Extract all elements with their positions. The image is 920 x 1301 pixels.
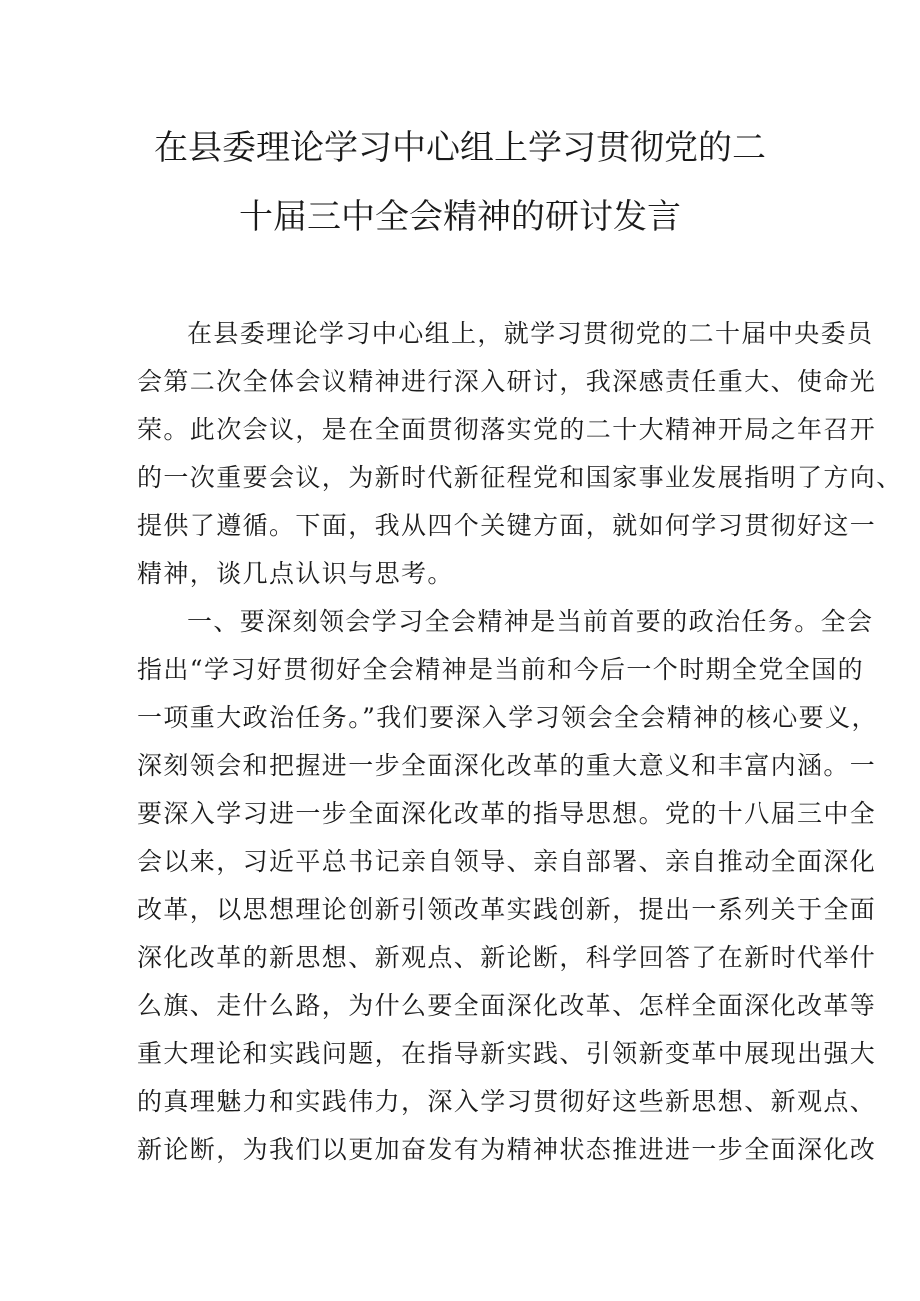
body-text-line: 的真理魅力和实践伟力，深入学习贯彻好这些新思想、新观点、	[137, 1087, 877, 1116]
body-text-line: 指出“学习好贯彻好全会精神是当前和今后一个时期全党全国的	[137, 655, 864, 684]
document-body	[137, 310, 903, 1174]
body-text-line: 精神，谈几点认识与思考。	[137, 559, 454, 588]
body-text-line: 新论断，为我们以更加奋发有为精神状态推进进一步全面深化改	[137, 1135, 877, 1164]
body-text-line: 提供了遵循。下面，我从四个关键方面，就如何学习贯彻好这一	[137, 511, 877, 540]
body-text-line: 在县委理论学习中心组上，就学习贯彻党的二十届中央委员	[187, 319, 874, 348]
body-text-line: 重大理论和实践问题，在指导新实践、引领新变革中展现出强大	[137, 1039, 877, 1068]
body-text-line: 会第二次全体会议精神进行深入研讨，我深感责任重大、使命光	[137, 367, 877, 396]
document-title-line-2: 十届三中全会精神的研讨发言	[239, 197, 681, 237]
body-text-line: 要深入学习进一步全面深化改革的指导思想。党的十八届三中全	[137, 799, 877, 828]
body-text-line: 改革，以思想理论创新引领改革实践创新，提出一系列关于全面	[137, 895, 877, 924]
body-text-line: 一、要深刻领会学习全会精神是当前首要的政治任务。全会	[187, 607, 874, 636]
body-text-line: 深化改革的新思想、新观点、新论断，科学回答了在新时代举什	[137, 943, 877, 972]
body-text-line: 荣。此次会议，是在全面贯彻落实党的二十大精神开局之年召开	[137, 415, 877, 444]
body-text-line: 的一次重要会议，为新时代新征程党和国家事业发展指明了方向、	[137, 463, 903, 492]
body-text-line: 会以来，习近平总书记亲自领导、亲自部署、亲自推动全面深化	[137, 847, 877, 876]
body-text-line: 深刻领会和把握进一步全面深化改革的重大意义和丰富内涵。一	[137, 751, 877, 780]
document-title-line-1: 在县委理论学习中心组上学习贯彻党的二	[154, 128, 766, 168]
body-text-line: 一项重大政治任务。”我们要深入学习领会全会精神的核心要义，	[137, 703, 878, 732]
body-text-line: 么旗、走什么路，为什么要全面深化改革、怎样全面深化改革等	[137, 991, 877, 1020]
